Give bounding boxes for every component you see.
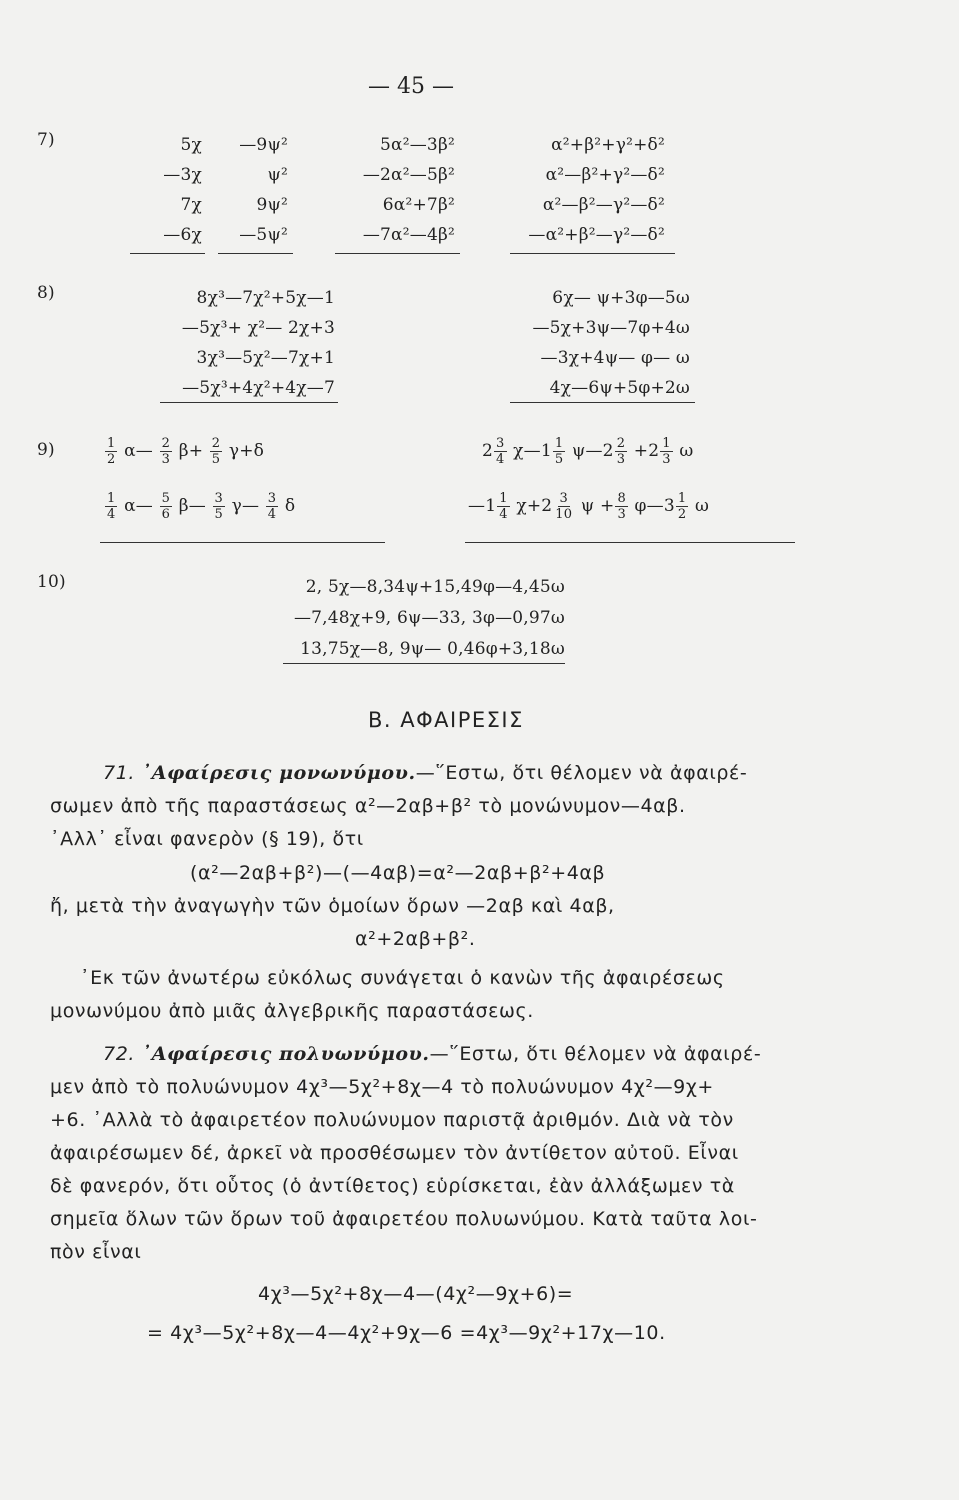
paragraph-line: μεν ἀπὸ τὸ πολυώνυμον 4χ³—5χ²+8χ—4 τὸ πολυώνυμον 4χ²—9χ+ (50, 1076, 714, 1098)
paragraph-line: 71. ᾿Αφαίρεσις μονωνύμου.—῞Εστω, ὅτι θέλομεν νὰ ἀφαιρέ- (103, 762, 748, 784)
paragraph-number: 71. (103, 762, 136, 784)
sum-rule (283, 663, 565, 664)
paragraph-line: σημεῖα ὅλων τῶν ὅρων τοῦ ἀφαιρετέου πολυωνύμου. Κατὰ ταῦτα λοι- (50, 1208, 758, 1230)
section-title: Β. ΑΦΑΙΡΕΣΙΣ (368, 708, 524, 732)
exercise-label: 7) (37, 130, 55, 150)
sum-rule (510, 253, 675, 254)
paragraph-line: πὸν εἶναι (50, 1241, 142, 1263)
paragraph-title: ᾿Αφαίρεσις μονωνύμου. (141, 762, 416, 784)
paragraph-line: μονωνύμου ἀπὸ μιᾶς ἀλγεβρικῆς παραστάσεως. (50, 1000, 534, 1022)
ex7-col3: 5α²—3β² —2α²—5β² 6α²+7β² —7α²—4β² (362, 135, 455, 245)
paragraph-line: ᾿Αλλ᾿ εἶναι φανερὸν (§ 19), ὅτι (50, 828, 364, 850)
paragraph-line: σωμεν ἀπὸ τῆς παραστάσεως α²—2αβ+β² τὸ μονώνυμον—4αβ. (50, 795, 686, 817)
paragraph-line: ἀφαιρέσωμεν δέ, ἀρκεῖ νὰ προσθέσωμεν τὸν ἀντίθετον αὐτοῦ. Εἶναι (50, 1142, 739, 1164)
page-number: — 45 — (368, 74, 454, 99)
paragraph-number: 72. (103, 1043, 136, 1065)
sum-rule (130, 253, 205, 254)
sum-rule (465, 542, 795, 543)
paragraph-line: ἤ, μετὰ τὴν ἀναγωγὴν τῶν ὁμοίων ὅρων —2αβ καὶ 4αβ, (50, 895, 615, 917)
ex9-left-row1: $\frac{1}{2}$ α— $\frac{2}{3}$ β+ $\frac{2}{5}$ γ+δ (107, 436, 265, 467)
equation: α²+2αβ+β². (355, 928, 476, 950)
sum-rule (100, 542, 385, 543)
ex8-right: 6χ— ψ+3φ—5ω —5χ+3ψ—7φ+4ω —3χ+4ψ— φ— ω 4χ—6ψ+5φ+2ω (532, 288, 690, 398)
ex7-col1: 5χ —3χ 7χ —6χ (163, 135, 202, 245)
paragraph-line: ᾿Εκ τῶν ἀνωτέρω εὐκόλως συνάγεται ὁ κανὼν τῆς ἀφαιρέσεως (80, 967, 725, 989)
equation: = 4χ³—5χ²+8χ—4—4χ²+9χ—6 =4χ³—9χ²+17χ—10. (147, 1322, 666, 1344)
ex9-right-row2: —1 $\frac{1}{4}$ χ+2 $\frac{3}{10}$ ψ + $\frac{8}{3}$ φ—3 $\frac{1}{2}$ ω (468, 491, 710, 522)
paragraph-title: ᾿Αφαίρεσις πολυωνύμου. (141, 1043, 430, 1065)
sum-rule (160, 402, 338, 403)
sum-rule (218, 253, 293, 254)
sum-rule (510, 402, 695, 403)
sum-rule (335, 253, 460, 254)
exercise-label: 10) (37, 572, 66, 592)
paragraph-line: δὲ φανερόν, ὅτι οὗτος (ὁ ἀντίθετος) εὑρίσκεται, ἐὰν ἀλλάξωμεν τὰ (50, 1175, 735, 1197)
ex8-left: 8χ³—7χ²+5χ—1 —5χ³+ χ²— 2χ+3 3χ³—5χ²—7χ+1 —5χ³+4χ²+4χ—7 (181, 288, 335, 398)
paragraph-line: +6. ᾿Αλλὰ τὸ ἀφαιρετέον πολυώνυμον παριστᾷ ἀριθμόν. Διὰ νὰ τὸν (50, 1109, 734, 1131)
equation: (α²—2αβ+β²)—(—4αβ)=α²—2αβ+β²+4αβ (190, 862, 606, 884)
ex9-left-row2: $\frac{1}{4}$ α— $\frac{5}{6}$ β— $\frac{3}{5}$ γ— $\frac{3}{4}$ δ (107, 491, 296, 522)
paragraph-line: 72. ᾿Αφαίρεσις πολυωνύμου.—῞Εστω, ὅτι θέλομεν νὰ ἀφαιρέ- (103, 1043, 762, 1065)
exercise-label: 9) (37, 440, 55, 460)
equation: 4χ³—5χ²+8χ—4—(4χ²—9χ+6)= (258, 1283, 574, 1305)
ex9-right-row1: 2 $\frac{3}{4}$ χ—1 $\frac{1}{5}$ ψ—2 $\frac{2}{3}$ +2 $\frac{1}{3}$ ω (482, 436, 694, 467)
exercise-label: 8) (37, 283, 55, 303)
ex7-col4: α²+β²+γ²+δ² α²—β²+γ²—δ² α²—β²—γ²—δ² —α²+β²—γ²—δ² (528, 135, 665, 245)
ex10-lines: 2, 5χ—8,34ψ+15,49φ—4,45ω —7,48χ+9, 6ψ—33, 3φ—0,97ω 13,75χ—8, 9ψ— 0,46φ+3,18ω (293, 577, 565, 659)
ex7-col2: —9ψ² ψ² 9ψ² —5ψ² (239, 135, 288, 245)
